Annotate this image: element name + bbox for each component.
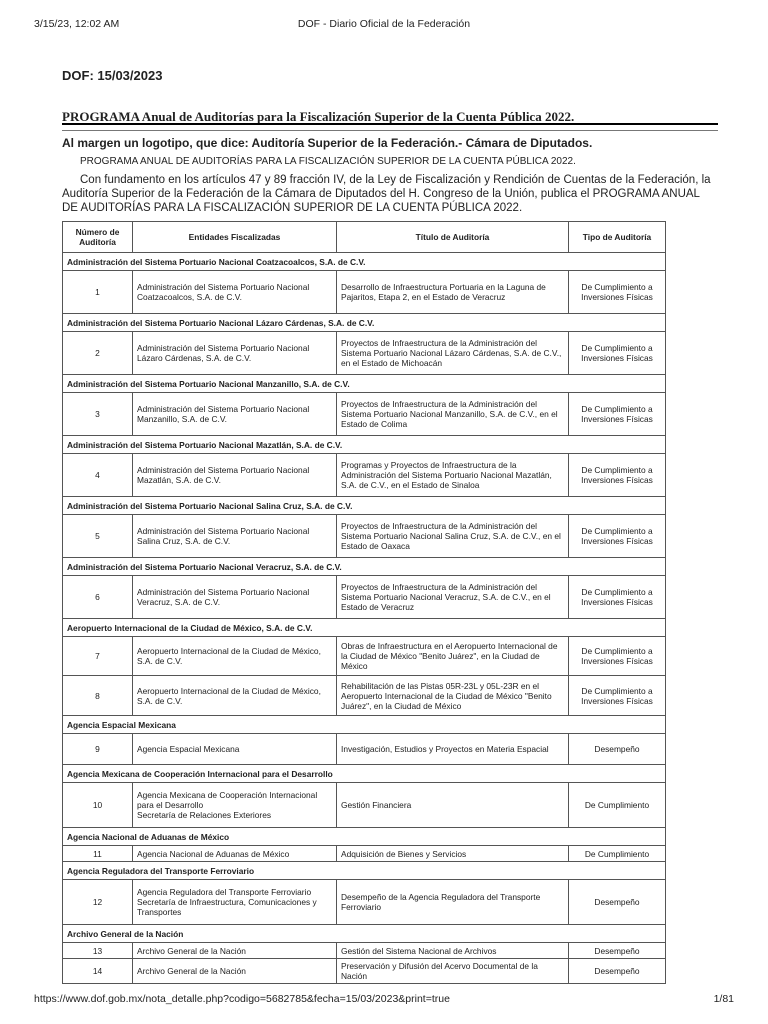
audited-entity: Agencia Espacial Mexicana bbox=[133, 734, 337, 765]
audit-title: Proyectos de Infraestructura de la Administración del Sistema Portuario Nacional Lázaro Cárdenas, S.A. de C.V., en el Estado de Michoacán bbox=[337, 332, 569, 375]
audit-number: 6 bbox=[63, 576, 133, 619]
group-row bbox=[63, 716, 666, 734]
dof-date: DOF: 15/03/2023 bbox=[62, 68, 163, 83]
group-row bbox=[63, 619, 666, 637]
table-row bbox=[63, 676, 666, 716]
audited-entity: Administración del Sistema Portuario Nacional Manzanillo, S.A. de C.V. bbox=[133, 393, 337, 436]
audit-title: Proyectos de Infraestructura de la Administración del Sistema Portuario Nacional Salina Cruz, S.A. de C.V., en el Estado de Oaxaca bbox=[337, 515, 569, 558]
audit-number: 4 bbox=[63, 454, 133, 497]
print-site-title: DOF - Diario Oficial de la Federación bbox=[297, 18, 471, 30]
group-row bbox=[63, 497, 666, 515]
table-row bbox=[63, 454, 666, 497]
audit-title: Investigación, Estudios y Proyectos en Materia Espacial bbox=[337, 734, 569, 765]
audited-entity: Agencia Reguladora del Transporte Ferroviario Secretaría de Infraestructura, Comunicaciones y Transportes bbox=[133, 880, 337, 925]
group-row bbox=[63, 765, 666, 783]
audit-number: 3 bbox=[63, 393, 133, 436]
audit-title: Rehabilitación de las Pistas 05R-23L y 05L-23R en el Aeropuerto Internacional de la Ciudad de México "Benito Juárez", en la Ciudad de México bbox=[337, 676, 569, 716]
group-name: Administración del Sistema Portuario Nacional Veracruz, S.A. de C.V. bbox=[63, 558, 666, 576]
audited-entity: Administración del Sistema Portuario Nacional Coatzacoalcos, S.A. de C.V. bbox=[133, 271, 337, 314]
audit-title: Preservación y Difusión del Acervo Documental de la Nación bbox=[337, 959, 569, 984]
group-row bbox=[63, 862, 666, 880]
group-row bbox=[63, 828, 666, 846]
audit-type: De Cumplimiento a Inversiones Físicas bbox=[569, 393, 666, 436]
audit-number: 11 bbox=[63, 846, 133, 862]
group-name: Archivo General de la Nación bbox=[63, 925, 666, 943]
group-name: Agencia Mexicana de Cooperación Internacional para el Desarrollo bbox=[63, 765, 666, 783]
audit-number: 13 bbox=[63, 943, 133, 959]
audited-entity: Archivo General de la Nación bbox=[133, 959, 337, 984]
audit-number: 5 bbox=[63, 515, 133, 558]
audited-entity: Aeropuerto Internacional de la Ciudad de México, S.A. de C.V. bbox=[133, 676, 337, 716]
audit-type: De Cumplimiento a Inversiones Físicas bbox=[569, 454, 666, 497]
table-header-row bbox=[63, 222, 666, 253]
audit-title: Obras de Infraestructura en el Aeropuerto Internacional de la Ciudad de México "Benito Juárez", en la Ciudad de México bbox=[337, 637, 569, 676]
audit-type: De Cumplimiento a Inversiones Físicas bbox=[569, 576, 666, 619]
table-row bbox=[63, 332, 666, 375]
audited-entity: Aeropuerto Internacional de la Ciudad de México, S.A. de C.V. bbox=[133, 637, 337, 676]
audit-type: Desempeño bbox=[569, 943, 666, 959]
header-entidades: Entidades Fiscalizadas bbox=[133, 222, 337, 253]
audited-entity: Administración del Sistema Portuario Nacional Lázaro Cárdenas, S.A. de C.V. bbox=[133, 332, 337, 375]
group-name: Administración del Sistema Portuario Nacional Manzanillo, S.A. de C.V. bbox=[63, 375, 666, 393]
audited-entity: Archivo General de la Nación bbox=[133, 943, 337, 959]
table-row bbox=[63, 734, 666, 765]
group-row bbox=[63, 375, 666, 393]
audit-number: 8 bbox=[63, 676, 133, 716]
table-row bbox=[63, 880, 666, 925]
group-row bbox=[63, 558, 666, 576]
audit-type: De Cumplimiento a Inversiones Físicas bbox=[569, 271, 666, 314]
table-row bbox=[63, 943, 666, 959]
audit-number: 1 bbox=[63, 271, 133, 314]
audit-type: De Cumplimiento a Inversiones Físicas bbox=[569, 515, 666, 558]
audit-number: 2 bbox=[63, 332, 133, 375]
audit-table bbox=[62, 221, 666, 984]
table-row bbox=[63, 515, 666, 558]
intro-text: Con fundamento en los artículos 47 y 89 fracción IV, de la Ley de Fiscalización y Rendición de Cuentas de la Federación, la Auditoría Superior de la Federación de la Cámara de Diputados del H. Congreso de la Unión, publica el PROGRAMA ANUAL DE AUDITORÍAS PARA LA FISCALIZACIÓN SUPERIOR DE LA CUENTA PÚBLICA 2022. bbox=[62, 174, 711, 214]
table-row bbox=[63, 846, 666, 862]
intro-paragraph bbox=[62, 173, 718, 215]
audited-entity: Agencia Nacional de Aduanas de México bbox=[133, 846, 337, 862]
audit-title: Gestión del Sistema Nacional de Archivos bbox=[337, 943, 569, 959]
print-datetime: 3/15/23, 12:02 AM bbox=[34, 18, 120, 30]
title-rule bbox=[62, 123, 718, 125]
audit-title: Programas y Proyectos de Infraestructura de la Administración del Sistema Portuario Nacional Mazatlán, S.A. de C.V., en el Estado de Sinaloa bbox=[337, 454, 569, 497]
audit-number: 14 bbox=[63, 959, 133, 984]
audit-number: 7 bbox=[63, 637, 133, 676]
table-row bbox=[63, 576, 666, 619]
audit-title: Desempeño de la Agencia Reguladora del Transporte Ferroviario bbox=[337, 880, 569, 925]
group-name: Agencia Reguladora del Transporte Ferroviario bbox=[63, 862, 666, 880]
group-name: Aeropuerto Internacional de la Ciudad de México, S.A. de C.V. bbox=[63, 619, 666, 637]
program-title: PROGRAMA Anual de Auditorías para la Fiscalización Superior de la Cuenta Pública 2022. bbox=[62, 109, 575, 124]
header-titulo: Título de Auditoría bbox=[337, 222, 569, 253]
footer-url: https://www.dof.gob.mx/nota_detalle.php?codigo=5682785&fecha=15/03/2023&print=true bbox=[34, 993, 450, 1005]
audit-type: De Cumplimiento a Inversiones Físicas bbox=[569, 332, 666, 375]
group-name: Administración del Sistema Portuario Nacional Lázaro Cárdenas, S.A. de C.V. bbox=[63, 314, 666, 332]
title-rule-thin bbox=[62, 130, 718, 131]
table-body bbox=[63, 253, 666, 984]
audit-type: De Cumplimiento a Inversiones Físicas bbox=[569, 637, 666, 676]
audited-entity: Administración del Sistema Portuario Nacional Veracruz, S.A. de C.V. bbox=[133, 576, 337, 619]
margin-note: Al margen un logotipo, que dice: Auditoría Superior de la Federación.- Cámara de Diputados. bbox=[62, 136, 593, 150]
header-tipo: Tipo de Auditoría bbox=[569, 222, 666, 253]
audit-number: 12 bbox=[63, 880, 133, 925]
footer-page-number: 1/81 bbox=[713, 993, 734, 1005]
audit-title: Adquisición de Bienes y Servicios bbox=[337, 846, 569, 862]
audit-type: Desempeño bbox=[569, 880, 666, 925]
header-numero: Número de Auditoría bbox=[63, 222, 133, 253]
audit-number: 9 bbox=[63, 734, 133, 765]
audit-type: De Cumplimiento bbox=[569, 846, 666, 862]
audit-type: De Cumplimiento a Inversiones Físicas bbox=[569, 676, 666, 716]
table-row bbox=[63, 393, 666, 436]
group-name: Administración del Sistema Portuario Nacional Salina Cruz, S.A. de C.V. bbox=[63, 497, 666, 515]
table-row bbox=[63, 637, 666, 676]
audit-type: De Cumplimiento bbox=[569, 783, 666, 828]
audit-title: Proyectos de Infraestructura de la Administración del Sistema Portuario Nacional Manzanillo, S.A. de C.V., en el Estado de Colima bbox=[337, 393, 569, 436]
audit-title: Desarrollo de Infraestructura Portuaria en la Laguna de Pajaritos, Etapa 2, en el Estado de Veracruz bbox=[337, 271, 569, 314]
group-name: Administración del Sistema Portuario Nacional Mazatlán, S.A. de C.V. bbox=[63, 436, 666, 454]
table-row bbox=[63, 959, 666, 984]
audit-title: Gestión Financiera bbox=[337, 783, 569, 828]
group-row bbox=[63, 925, 666, 943]
audited-entity: Administración del Sistema Portuario Nacional Salina Cruz, S.A. de C.V. bbox=[133, 515, 337, 558]
program-subtitle: PROGRAMA ANUAL DE AUDITORÍAS PARA LA FISCALIZACIÓN SUPERIOR DE LA CUENTA PÚBLICA 2022. bbox=[80, 156, 576, 167]
group-name: Agencia Espacial Mexicana bbox=[63, 716, 666, 734]
group-name: Administración del Sistema Portuario Nacional Coatzacoalcos, S.A. de C.V. bbox=[63, 253, 666, 271]
table-row bbox=[63, 271, 666, 314]
audit-type: Desempeño bbox=[569, 734, 666, 765]
table-row bbox=[63, 783, 666, 828]
group-row bbox=[63, 436, 666, 454]
group-name: Agencia Nacional de Aduanas de México bbox=[63, 828, 666, 846]
group-row bbox=[63, 253, 666, 271]
audited-entity: Agencia Mexicana de Cooperación Internacional para el Desarrollo Secretaría de Relaciones Exteriores bbox=[133, 783, 337, 828]
audited-entity: Administración del Sistema Portuario Nacional Mazatlán, S.A. de C.V. bbox=[133, 454, 337, 497]
audit-type: Desempeño bbox=[569, 959, 666, 984]
audit-number: 10 bbox=[63, 783, 133, 828]
group-row bbox=[63, 314, 666, 332]
audit-title: Proyectos de Infraestructura de la Administración del Sistema Portuario Nacional Veracruz, S.A. de C.V., en el Estado de Veracruz bbox=[337, 576, 569, 619]
